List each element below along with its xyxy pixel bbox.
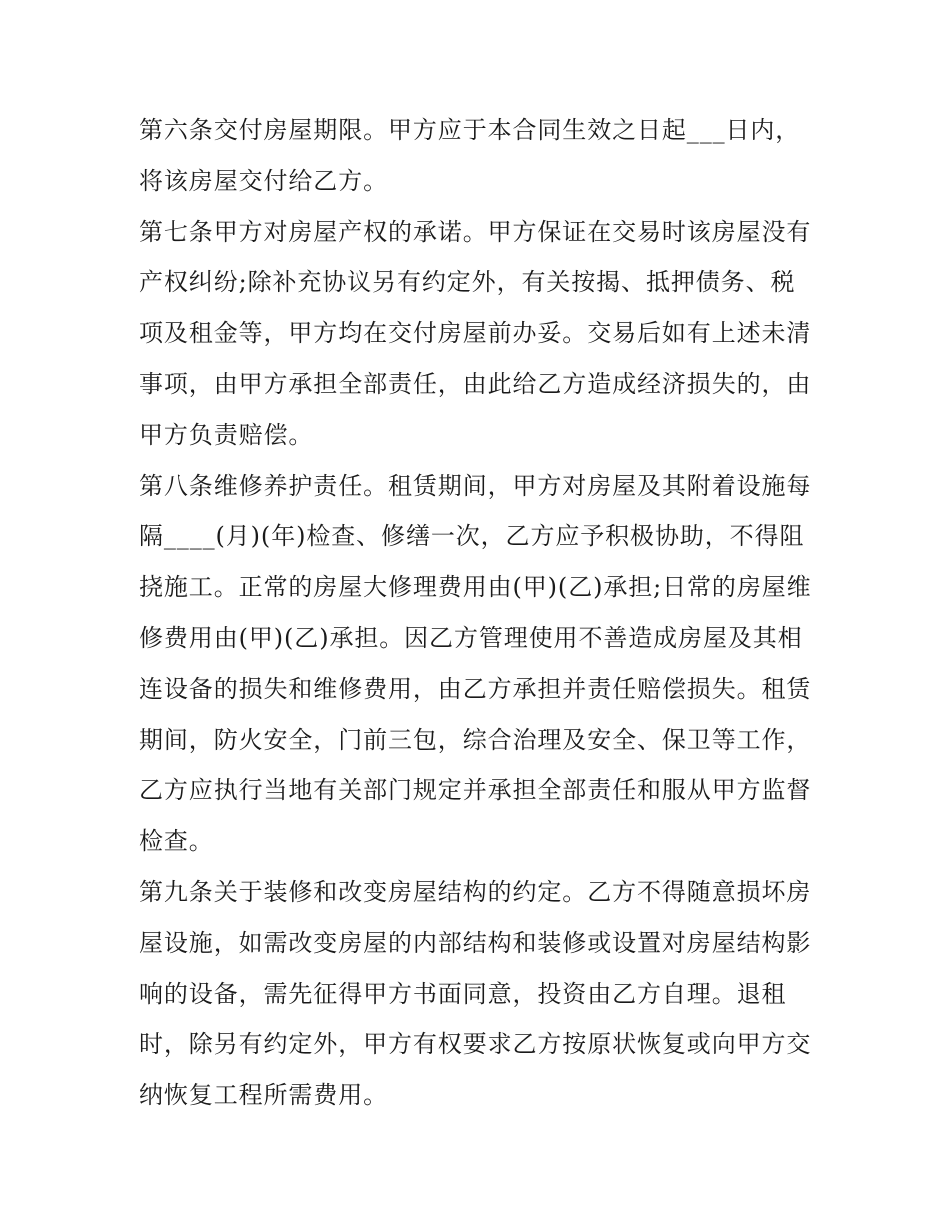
text-line: 第九条关于装修和改变房屋结构的约定。乙方不得随意损坏房 bbox=[139, 877, 812, 906]
text-line: 修费用由(甲)(乙)承担。因乙方管理使用不善造成房屋及其相 bbox=[139, 623, 803, 652]
text-line: 屋设施，如需改变房屋的内部结构和装修或设置对房屋结构影 bbox=[139, 928, 812, 957]
text-line: 期间，防火安全，门前三包，综合治理及安全、保卫等工作， bbox=[139, 725, 812, 754]
text-line: 产权纠纷;除补充协议另有约定外，有关按揭、抵押债务、税 bbox=[139, 268, 796, 297]
text-line: 乙方应执行当地有关部门规定并承担全部责任和服从甲方监督 bbox=[139, 776, 812, 805]
text-line: 时，除另有约定外，甲方有权要求乙方按原状恢复或向甲方交 bbox=[139, 1030, 812, 1059]
text-line: 挠施工。正常的房屋大修理费用由(甲)(乙)承担;日常的房屋维 bbox=[139, 573, 812, 602]
text-line: 事项，由甲方承担全部责任，由此给乙方造成经济损失的，由 bbox=[139, 369, 812, 398]
text-line: 将该房屋交付给乙方。 bbox=[139, 166, 388, 195]
text-line: 项及租金等，甲方均在交付房屋前办妥。交易后如有上述未清 bbox=[139, 319, 812, 348]
text-line: 纳恢复工程所需费用。 bbox=[139, 1081, 388, 1110]
text-line: 隔____(月)(年)检查、修缮一次，乙方应予积极协助，不得阻 bbox=[139, 522, 805, 551]
text-line: 第七条甲方对房屋产权的承诺。甲方保证在交易时该房屋没有 bbox=[139, 217, 812, 246]
text-line: 连设备的损失和维修费用，由乙方承担并责任赔偿损失。租赁 bbox=[139, 674, 812, 703]
text-line: 第六条交付房屋期限。甲方应于本合同生效之日起___日内， bbox=[139, 116, 801, 144]
text-line: 甲方负责赔偿。 bbox=[139, 420, 314, 449]
document-body bbox=[139, 105, 811, 1121]
text-line: 检查。 bbox=[139, 827, 214, 856]
text-line: 响的设备，需先征得甲方书面同意，投资由乙方自理。退租 bbox=[139, 979, 787, 1008]
text-line: 第八条维修养护责任。租赁期间，甲方对房屋及其附着设施每 bbox=[139, 471, 812, 500]
